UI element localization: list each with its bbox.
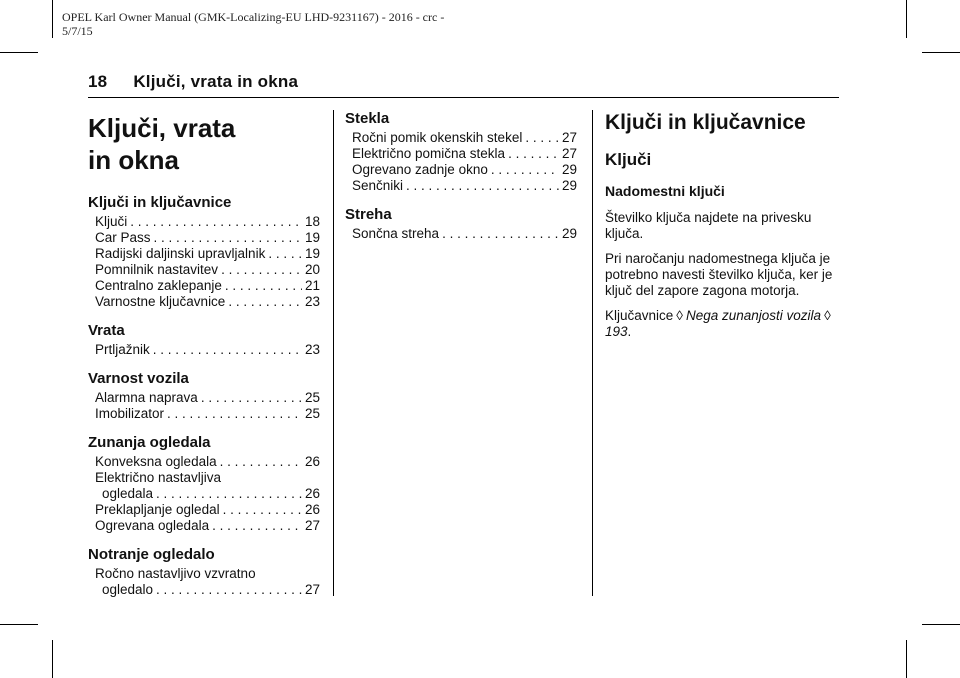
crop-mark <box>52 0 53 38</box>
toc-entry-first-line[interactable] <box>88 566 320 582</box>
toc-entry-page: 21 <box>304 278 320 293</box>
leader-dots <box>153 342 302 358</box>
chapter-title <box>88 112 320 176</box>
toc-column-2 <box>345 110 577 242</box>
body-paragraph: Številko ključa najdete na privesku ključa. <box>605 210 812 241</box>
subsubsection-heading: Nadomestni ključi <box>605 183 725 199</box>
cross-reference-end: . <box>627 324 632 339</box>
toc-entry-page: 25 <box>304 390 320 405</box>
leader-dots <box>406 178 559 194</box>
toc-entry-page: 25 <box>304 406 320 421</box>
toc-entry-label: Ročni pomik okenskih stekel <box>352 130 523 145</box>
leader-dots <box>154 230 302 246</box>
cross-reference-paragraph <box>605 308 840 340</box>
toc-section-title: Stekla <box>345 110 390 127</box>
crop-mark <box>906 0 907 38</box>
toc-entry-label: Ročno nastavljivo vzvratno <box>95 566 256 581</box>
leader-dots <box>228 294 302 310</box>
toc-section-title: Streha <box>345 206 392 223</box>
toc-entry[interactable] <box>88 230 320 246</box>
header-rule <box>88 97 839 98</box>
toc-entry-page: 18 <box>304 214 320 229</box>
toc-entry-label: Centralno zaklepanje <box>95 278 222 293</box>
toc-entry[interactable] <box>88 406 320 422</box>
toc-entry-label: Konveksna ogledala <box>95 454 217 469</box>
crop-mark <box>0 52 38 53</box>
toc-entry-page: 27 <box>561 130 577 145</box>
reference-arrow-icon: ◊ <box>676 308 683 323</box>
toc-entry[interactable] <box>345 226 577 242</box>
toc-entry-label: Radijski daljinski upravljalnik <box>95 246 266 261</box>
toc-entry[interactable] <box>88 454 320 470</box>
toc-entry-label: Preklapljanje ogledal <box>95 502 220 517</box>
page-number: 18 <box>88 72 108 91</box>
leader-dots <box>156 582 302 598</box>
toc-entry-label: Ogrevana ogledala <box>95 518 210 533</box>
toc-entry-label: Varnostne ključavnice <box>95 294 226 309</box>
leader-dots <box>156 486 302 502</box>
leader-dots <box>225 278 302 294</box>
leader-dots <box>268 246 302 262</box>
print-metadata-line2: 5/7/15 <box>62 24 93 38</box>
toc-entry[interactable] <box>88 214 320 230</box>
toc-section-title: Notranje ogledalo <box>88 546 215 563</box>
leader-dots <box>525 130 559 146</box>
leader-dots <box>201 390 302 406</box>
toc-entry[interactable] <box>88 246 320 262</box>
toc-entry[interactable] <box>88 390 320 406</box>
page-header <box>88 72 298 92</box>
toc-entry[interactable] <box>88 278 320 294</box>
toc-entry[interactable] <box>345 162 577 178</box>
leader-dots <box>220 454 302 470</box>
chapter-title-line: Ključi, vrata <box>88 113 236 143</box>
toc-entry-label: Ogrevano zadnje okno <box>352 162 488 177</box>
column-divider <box>592 110 593 596</box>
toc-entry[interactable] <box>88 518 320 534</box>
leader-dots <box>130 214 302 230</box>
toc-entry-label: ogledalo <box>102 582 154 597</box>
cross-reference-prefix: Ključavnice <box>605 308 674 323</box>
body-paragraph: Pri naročanju nadomestnega ključa je potrebno navesti številko ključa, ker je ključ del zapore zagona motorja. <box>605 251 833 298</box>
toc-section-title: Zunanja ogledala <box>88 434 211 451</box>
toc-entry-page: 27 <box>304 518 320 533</box>
toc-section-title: Vrata <box>88 322 125 339</box>
toc-entry[interactable] <box>88 502 320 518</box>
cross-reference-page[interactable]: 193 <box>605 324 628 339</box>
column-divider <box>333 110 334 596</box>
reference-arrow-icon: ◊ <box>824 308 831 323</box>
print-metadata <box>62 10 522 38</box>
crop-mark <box>922 624 960 625</box>
leader-dots <box>491 162 559 178</box>
leader-dots <box>167 406 302 422</box>
toc-entry-first-line[interactable] <box>88 470 320 486</box>
toc-entry-label: Senčniki <box>352 178 404 193</box>
leader-dots <box>442 226 559 242</box>
toc-entry-label: Električno nastavljiva <box>95 470 222 485</box>
toc-entry-label: Prtljažnik <box>95 342 150 357</box>
chapter-title-line: in okna <box>88 145 180 175</box>
toc-entry-page: 29 <box>561 162 577 177</box>
crop-mark <box>906 640 907 678</box>
toc-entry-label: Car Pass <box>95 230 151 245</box>
toc-entry-page: 27 <box>561 146 577 161</box>
running-title: Ključi, vrata in okna <box>133 72 299 91</box>
toc-entry-label: Sončna streha <box>352 226 440 241</box>
toc-entry-label: Pomnilnik nastavitev <box>95 262 219 277</box>
toc-section-title: Varnost vozila <box>88 370 189 387</box>
crop-mark <box>52 640 53 678</box>
toc-entry[interactable] <box>345 178 577 194</box>
toc-entry-page: 23 <box>304 342 320 357</box>
leader-dots <box>223 502 302 518</box>
toc-entry[interactable] <box>88 342 320 358</box>
toc-entry[interactable] <box>88 486 320 502</box>
toc-entry-label: Električno pomična stekla <box>352 146 506 161</box>
toc-entry-page: 19 <box>304 246 320 261</box>
toc-column-1 <box>88 112 320 598</box>
toc-entry[interactable] <box>345 146 577 162</box>
crop-mark <box>922 52 960 53</box>
leader-dots <box>221 262 302 278</box>
toc-entry-page: 26 <box>304 502 320 517</box>
toc-entry-page: 23 <box>304 294 320 309</box>
toc-entry[interactable] <box>345 130 577 146</box>
toc-entry-page: 19 <box>304 230 320 245</box>
toc-entry[interactable] <box>88 262 320 278</box>
toc-entry-page: 27 <box>304 582 320 597</box>
print-metadata-line1: OPEL Karl Owner Manual (GMK-Localizing-EU LHD-9231167) - 2016 - crc - <box>62 10 445 24</box>
toc-entry-label: ogledala <box>102 486 154 501</box>
leader-dots <box>508 146 559 162</box>
cross-reference-link[interactable]: Nega zunanjosti vozila <box>685 308 822 323</box>
toc-entry[interactable] <box>88 582 320 598</box>
toc-entry-label: Alarmna naprava <box>95 390 198 405</box>
toc-entry-page: 29 <box>561 226 577 241</box>
toc-entry-page: 20 <box>304 262 320 277</box>
toc-entry-page: 26 <box>304 454 320 469</box>
toc-entry-page: 26 <box>304 486 320 501</box>
toc-entry-page: 29 <box>561 178 577 193</box>
toc-entry-label: Imobilizator <box>95 406 165 421</box>
leader-dots <box>212 518 302 534</box>
content-column <box>605 110 840 349</box>
toc-entry[interactable] <box>88 294 320 310</box>
toc-section-title: Ključi in ključavnice <box>88 194 232 211</box>
toc-entry-label: Ključi <box>95 214 128 229</box>
section-heading: Ključi in ključavnice <box>605 111 806 134</box>
crop-mark <box>0 624 38 625</box>
subsection-heading: Ključi <box>605 150 652 169</box>
